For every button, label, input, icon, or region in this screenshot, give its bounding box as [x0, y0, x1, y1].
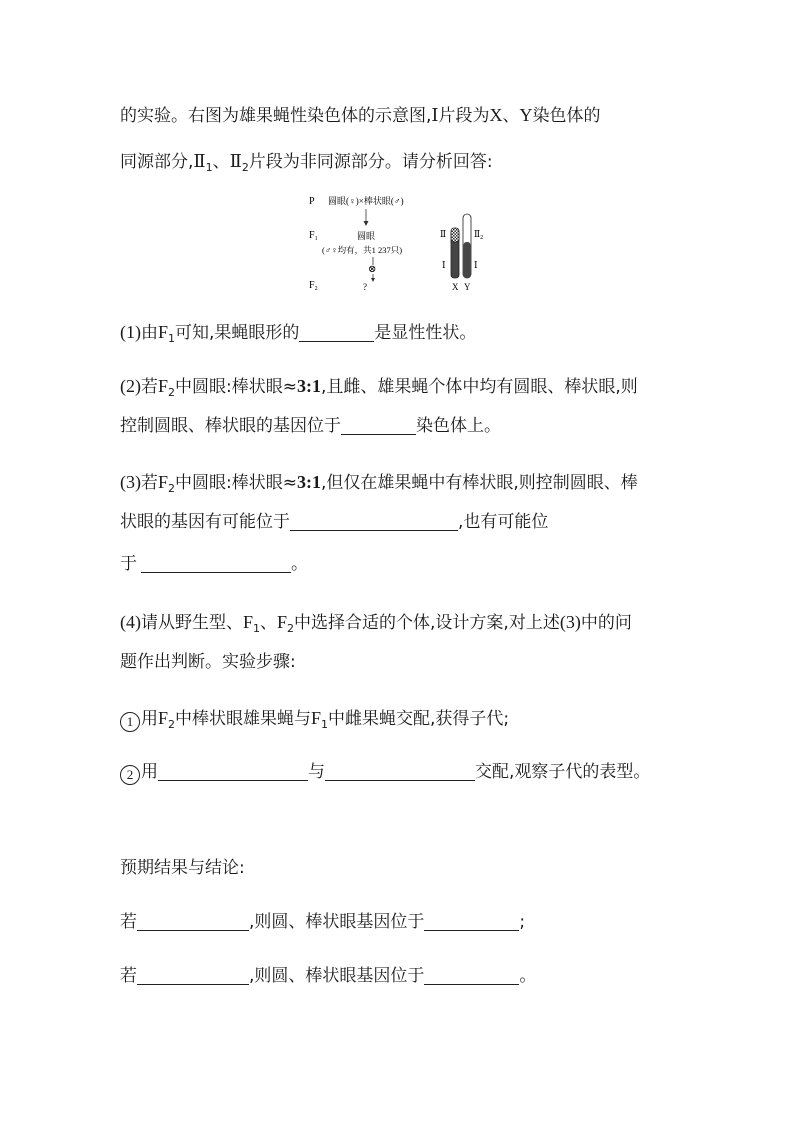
ratio: 3:1: [297, 472, 321, 492]
subscript: 1: [205, 161, 213, 174]
roman-numeral: Ⅱ: [193, 151, 206, 171]
f2-label: $F_2$: [309, 280, 318, 292]
text: 预期结果与结论:: [120, 858, 245, 878]
expected-results-title: [120, 856, 680, 880]
text: 片段为: [438, 106, 490, 126]
step-number-circle: 2: [120, 765, 140, 785]
answer-blank[interactable]: [325, 762, 475, 781]
text: 由: [141, 323, 158, 343]
text: 请从野生型、: [141, 613, 243, 633]
text: 。: [519, 966, 537, 986]
step-2: [120, 760, 680, 785]
text: 交配,观察子代的表型。: [475, 762, 651, 782]
text: 题作出判断。实验步骤:: [120, 652, 296, 672]
step-1: [120, 706, 680, 732]
segment-i-label-right: Ⅰ: [474, 260, 478, 270]
text: 的实验。右图为雄果蝇性染色体的示意图,: [120, 106, 432, 126]
intro-line-1: [120, 103, 680, 128]
text: 用: [141, 709, 158, 729]
text: 若: [141, 473, 158, 493]
question-3: [120, 470, 680, 495]
question-1: [120, 320, 680, 345]
text: 、: [502, 106, 520, 126]
text: 、: [260, 613, 278, 633]
question-4-line-2: [120, 650, 680, 674]
text: 同源部分,: [120, 152, 194, 172]
text: 中圆眼:棒状眼≈: [175, 473, 297, 493]
generation-f: F: [311, 708, 322, 728]
question-2-line-2: [120, 414, 680, 438]
text: 状眼的基因有可能位于: [120, 512, 290, 532]
text: 控制圆眼、棒状眼的基因位于: [120, 416, 341, 436]
generation-f: F: [158, 322, 169, 342]
subscript: 2: [241, 161, 249, 174]
text: 与: [308, 762, 325, 782]
subscript: 2: [168, 482, 176, 495]
text: 染色体上。: [416, 416, 501, 436]
step-number-circle: 1: [120, 712, 140, 732]
answer-blank[interactable]: [141, 554, 291, 573]
question-2: [120, 374, 680, 399]
result-1: [120, 910, 680, 934]
result-2: [120, 964, 680, 988]
text: 中雌果蝇交配,获得子代;: [328, 709, 510, 729]
roman-numeral: Ⅱ: [229, 151, 242, 171]
question-number: (2): [120, 376, 141, 396]
f1-label: $F_1$: [309, 230, 318, 242]
text: ,也有可能位: [458, 512, 549, 532]
chromosome-y: Y: [519, 105, 533, 125]
text: ,但仅在雄果蝇中有棒状眼,则控制圆眼、棒: [321, 473, 638, 493]
answer-blank[interactable]: [290, 512, 458, 531]
question-number: (4): [120, 612, 141, 632]
intro-line-2: [120, 149, 680, 174]
subscript: 1: [253, 622, 261, 635]
segment-i-label-left: Ⅰ: [442, 260, 446, 270]
text: 中的问: [580, 613, 632, 633]
answer-blank[interactable]: [341, 416, 416, 435]
text: ,则圆、棒状眼基因位于: [249, 912, 425, 932]
subscript: 2: [168, 386, 176, 399]
roman-numeral: Ⅰ: [431, 105, 439, 125]
answer-blank[interactable]: [424, 966, 519, 985]
question-4: [120, 610, 680, 635]
chromosome-y-label: Y: [464, 282, 471, 292]
self-cross-symbol: ⊗: [368, 264, 377, 275]
x-chromosome-segment-ii1: [451, 228, 459, 242]
segment-ii2-label: $Ⅱ_2$: [474, 229, 484, 241]
text: ,则圆、棒状眼基因位于: [249, 966, 425, 986]
answer-blank[interactable]: [158, 762, 308, 781]
text: 用: [141, 762, 158, 782]
answer-blank[interactable]: [424, 912, 519, 931]
segment-ii-label: Ⅱ: [440, 229, 447, 239]
answer-blank[interactable]: [299, 323, 374, 342]
text: 中棒状眼雄果蝇与: [175, 709, 312, 729]
generation-f: F: [158, 708, 169, 728]
subscript: 1: [321, 718, 329, 731]
text: 若: [120, 966, 137, 986]
text: 染色体的: [532, 106, 601, 126]
y-chromosome-homologous: [464, 242, 471, 278]
generation-f: F: [277, 612, 288, 632]
chromosome-x-label: X: [452, 282, 459, 292]
text: 中圆眼:棒状眼≈: [175, 377, 297, 397]
text: 于: [120, 554, 137, 574]
p-label: P: [309, 196, 315, 207]
p-cross: 圆眼(♀)×棒状眼(♂): [328, 196, 404, 206]
chromosome-x: X: [489, 105, 503, 125]
arrow-head: [371, 278, 375, 282]
answer-blank[interactable]: [137, 966, 249, 985]
question-number: (1): [120, 322, 141, 342]
text: 。: [291, 554, 308, 574]
generation-f: F: [158, 472, 169, 492]
text: 片段为非同源部分。请分析回答:: [248, 152, 493, 172]
text: 若: [141, 377, 158, 397]
text: 若: [120, 912, 137, 932]
generation-f: F: [158, 376, 169, 396]
text: 是显性性状。: [374, 323, 477, 343]
text: 中选择合适的个体,设计方案,对上述: [294, 613, 560, 633]
arrow-head: [364, 221, 369, 226]
f1-note: (♂♀均有，共1 237只): [322, 245, 403, 255]
subscript: 1: [168, 332, 176, 345]
question-number: (3): [120, 472, 141, 492]
generation-f: F: [243, 612, 254, 632]
question-3-line-3: [120, 552, 680, 576]
subscript: 2: [168, 718, 176, 731]
question-3-line-2: [120, 510, 680, 534]
ratio: 3:1: [297, 376, 321, 396]
text: 、: [212, 152, 230, 172]
cross-diagram: [300, 190, 500, 295]
question-reference: (3): [559, 612, 581, 632]
text: 可知,果蝇眼形的: [175, 323, 300, 343]
f2-result: ?: [363, 282, 367, 292]
f1-result: 圆眼: [357, 231, 376, 241]
text: ;: [519, 912, 526, 932]
text: ,且雌、雄果蝇个体中均有圆眼、棒状眼,则: [321, 377, 638, 397]
subscript: 2: [287, 622, 295, 635]
answer-blank[interactable]: [137, 912, 249, 931]
